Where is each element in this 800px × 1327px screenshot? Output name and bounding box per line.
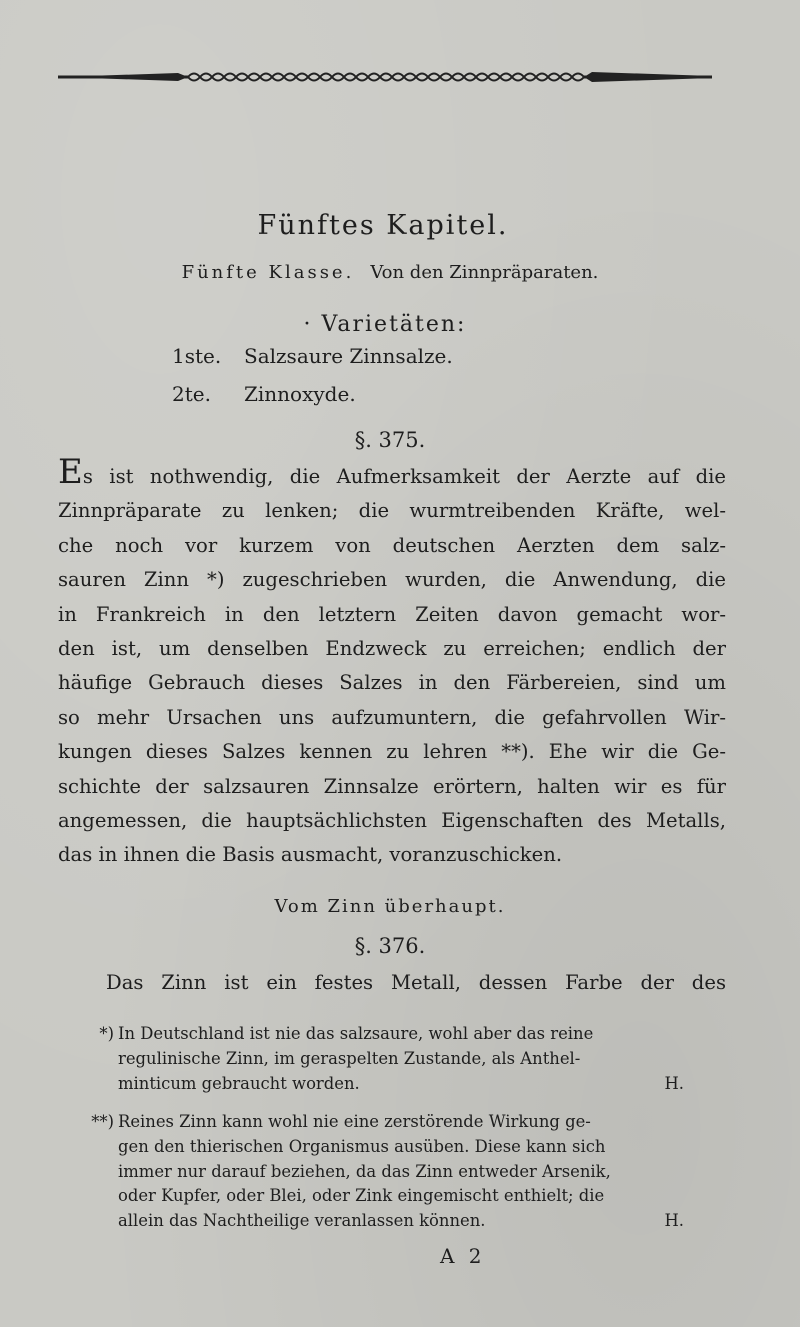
signature-mark: A 2 — [440, 1244, 486, 1268]
footnote-line: allein das Nachtheilige veranlassen können. H. — [72, 1209, 732, 1234]
text-line: in Frankreich in den letztern Zeiten davon gemacht wor- — [58, 602, 726, 626]
variety-number: 1ste. — [172, 344, 222, 368]
text-line: das in ihnen die Basis ausmacht, voranzuschicken. — [58, 843, 563, 867]
footnote-marker: *) — [99, 1024, 114, 1043]
footnote-line: gen den thierischen Organismus ausüben. Diese kann sich — [118, 1136, 606, 1156]
class-label: Fünfte Klasse. — [181, 262, 355, 283]
variety-number: 2te. — [172, 382, 211, 406]
text-line: Das Zinn ist ein festes Metall, dessen Farbe der des — [106, 971, 726, 994]
variety-item — [172, 344, 453, 368]
footnote-line: minticum gebraucht worden. H. — [72, 1072, 732, 1097]
ornamental-rule — [58, 64, 712, 90]
footnote-initial: H. — [664, 1211, 684, 1231]
chapter-title: Fünftes Kapitel. — [257, 210, 509, 241]
footnote-line: immer nur darauf beziehen, da das Zinn entweder Arsenik, — [118, 1161, 611, 1181]
text-line: Zinnpräparate zu lenken; die wurmtreibenden Kräfte, wel- — [58, 499, 726, 523]
text-line: che noch vor kurzem von deutschen Aerzten dem salz- — [58, 533, 726, 557]
class-heading — [0, 262, 780, 283]
varieties-heading-text: Varietäten: — [321, 312, 467, 337]
section-376-body — [106, 966, 726, 1000]
text-line: angemessen, die hauptsächlichsten Eigenschaften des Metalls, — [58, 809, 726, 833]
footnote-2 — [72, 1110, 732, 1234]
footnote-line: **) Reines Zinn kann wohl nie eine zerstörende Wirkung ge- — [72, 1110, 732, 1135]
variety-label: Salzsaure Zinnsalze. — [244, 344, 453, 368]
variety-label: Zinnoxyde. — [244, 382, 356, 406]
footnote-line: *) In Deutschland ist nie das salzsaure, wohl aber das reine — [72, 1022, 732, 1047]
drop-cap: E — [58, 452, 83, 492]
class-title: Von den Zinnpräparaten. — [370, 262, 599, 283]
subheading: Vom Zinn überhaupt. — [274, 896, 506, 917]
text-line: häufige Gebrauch dieses Salzes in den Färbereien, sind um — [58, 671, 726, 695]
footnote-1 — [72, 1022, 732, 1096]
text-line: Es ist nothwendig, die Aufmerksamkeit der Aerzte auf die — [58, 452, 726, 492]
section-375-body — [58, 452, 726, 873]
text-line: schichte der salzsauren Zinnsalze erörtern, halten wir es für — [58, 774, 726, 798]
text-line: den ist, um denselben Endzweck zu erreichen; endlich der — [58, 637, 726, 661]
footnote-marker: **) — [91, 1112, 114, 1131]
text-line: sauren Zinn *) zugeschrieben wurden, die Anwendung, die — [58, 568, 726, 592]
section-sign-375: §. 375. — [354, 428, 426, 452]
footnote-initial: H. — [664, 1073, 684, 1093]
section-sign-376: §. 376. — [354, 934, 426, 958]
varieties-heading: · Varietäten: — [303, 312, 467, 337]
text-line: so mehr Ursachen uns aufzumuntern, die gefahrvollen Wir- — [58, 705, 726, 729]
variety-item — [172, 382, 356, 406]
footnote-line: oder Kupfer, oder Blei, oder Zink eingemischt enthielt; die — [118, 1186, 605, 1206]
footnote-line: regulinische Zinn, im geraspelten Zustande, als Anthel- — [118, 1048, 581, 1068]
text-line: kungen dieses Salzes kennen zu lehren **). Ehe wir die Ge- — [58, 740, 726, 764]
